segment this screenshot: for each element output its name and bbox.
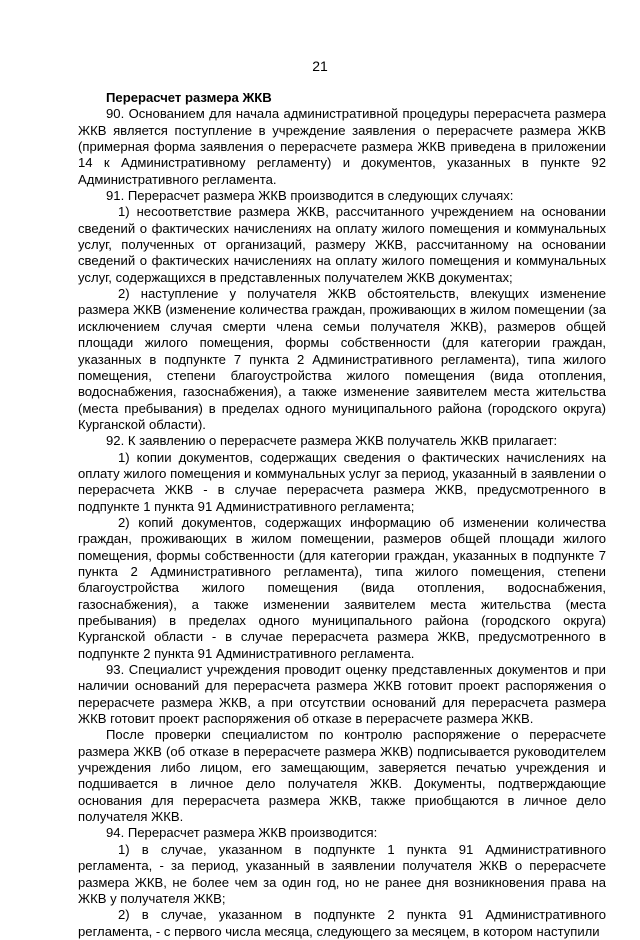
paragraph-90: 90. Основанием для начала административной процедуры перерасчета размера ЖКВ является поступление в учреждение заявления о перерасчете размера ЖКВ (примерная форма заявления о перерасчете размера ЖКВ приведена в приложении 14 к Административному регламенту) и документов, указанных в пункте 92 Административного регламента. [78,106,606,187]
paragraph-91: 91. Перерасчет размера ЖКВ производится в следующих случаях: [106,188,514,204]
paragraph-93: 93. Специалист учреждения проводит оценку представленных документов и при наличии оснований для перерасчета размера ЖКВ готовит проект распоряжения о перерасчете размера ЖКВ, а при отсутствии оснований для перерасчета размера ЖКВ готовит проект распоряжения об отказе в перерасчете размера ЖКВ. [78,662,606,727]
document-body [78,90,606,940]
paragraph-92-1: 1) копии документов, содержащих сведения о фактических начислениях на оплату жилого помещения и коммунальных услуг за период, указанный в заявлении о перерасчета ЖКВ - в случае перерасчета размера ЖКВ, предусмотренного в подпункте 1 пункта 91 Административного регламента; [78,449,606,514]
paragraph-94: 94. Перерасчет размера ЖКВ производится: [106,825,378,841]
paragraph-92-2: 2) копий документов, содержащих информацию об изменении количества граждан, проживающих в жилом помещении, размеров общей площади жилого помещения, формы собственности (для категории граждан, указанных в подпункте 7 пункта 2 Административного регламента), типа жилого помещения, степени благоустройства жилого помещения (вида отопления, водоснабжения, газоснабжения), а также изменении заявителем места жительства (места пребывания) в пределах одного муниципального района (городского округа) Курганской области - в случае перерасчета размера ЖКВ, предусмотренного в подпункте 2 пункта 91 Административного регламента. [78,514,606,661]
paragraph-93-continued: После проверки специалистом по контролю распоряжение о перерасчете размера ЖКВ (об отказе в перерасчете размера ЖКВ) подписывается руководителем учреждения либо лицом, его замещающим, заверяется печатью учреждения и подшивается в личное дело получателя ЖКВ. Документы, подтверждающие основания для перерасчета размера ЖКВ, также приобщаются в личное дело получателя ЖКВ. [78,727,606,825]
paragraph-91-1: 1) несоответствие размера ЖКВ, рассчитанного учреждением на основании сведений о фактических начислениях на оплату жилого помещения и коммунальных услуг, полученных от организаций, размеру ЖКВ, рассчитанному на основании сведений о фактических начислениях на оплату жилого помещения и коммунальных услуг, содержащихся в представленных получателем ЖКВ документах; [78,204,606,285]
paragraph-92: 92. К заявлению о перерасчете размера ЖКВ получатель ЖКВ прилагает: [106,433,558,449]
paragraph-94-2: 2) в случае, указанном в подпункте 2 пункта 91 Административного регламента, - с первого числа месяца, следующего за месяцем, в котором наступили [78,907,606,939]
section-title: Перерасчет размера ЖКВ [106,90,272,105]
paragraph-94-1: 1) в случае, указанном в подпункте 1 пункта 91 Административного регламента, - за период, указанный в заявлении получателя ЖКВ о перерасчете размера ЖКВ, не более чем за один год, но не ранее дня возникновения права на ЖКВ у получателя ЖКВ; [78,841,606,906]
page-number: 21 [312,58,328,74]
paragraph-91-2: 2) наступление у получателя ЖКВ обстоятельств, влекущих изменение размера ЖКВ (изменение количества граждан, проживающих в жилом помещении (за исключением случая смерти члена семьи получателя ЖКВ), размеров общей площади жилого помещения, формы собственности (для категории граждан, указанных в подпункте 7 пункта 2 Административного регламента), типа жилого помещения, степени благоустройства жилого помещения (вида отопления, водоснабжения, газоснабжения), а также изменение заявителем места жительства (места пребывания) в пределах одного муниципального района (городского округа) Курганской области). [78,286,606,432]
